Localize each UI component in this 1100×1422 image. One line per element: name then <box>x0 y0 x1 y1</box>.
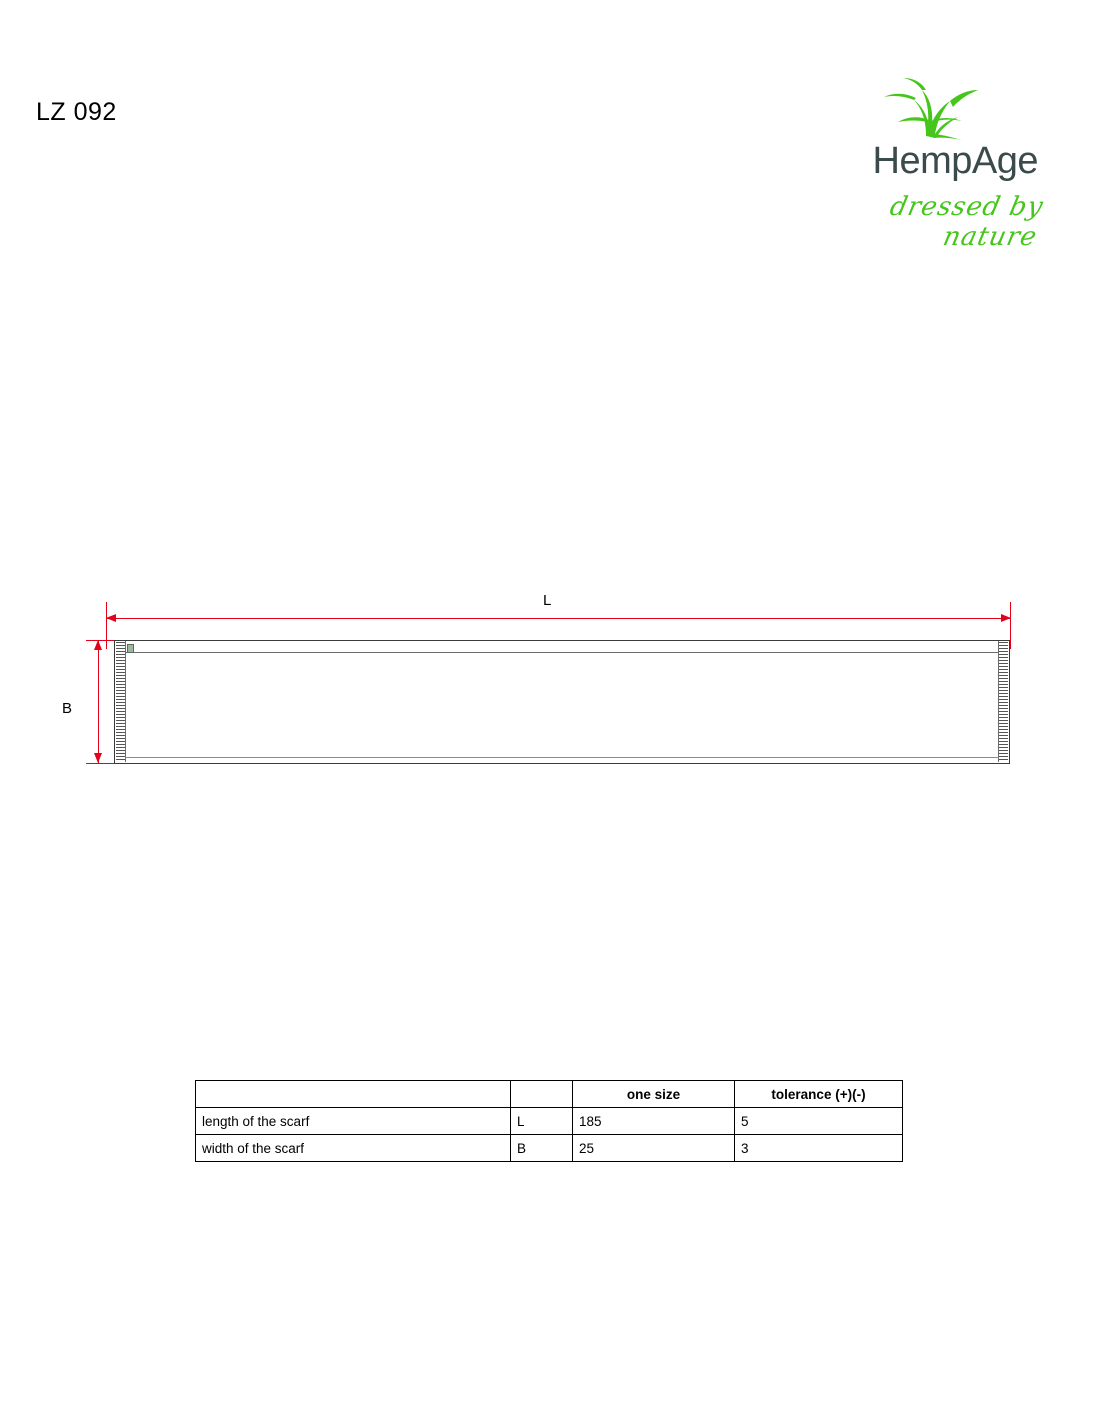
row-description: length of the scarf <box>196 1108 511 1135</box>
scarf-illustration <box>114 640 1010 764</box>
row-size: 25 <box>573 1135 735 1162</box>
table-header-row <box>196 1081 903 1108</box>
header-description <box>196 1081 511 1108</box>
row-tolerance: 3 <box>735 1135 903 1162</box>
row-tolerance: 5 <box>735 1108 903 1135</box>
length-extension-line-right <box>1010 602 1011 649</box>
scarf-top-seam <box>125 652 999 653</box>
row-symbol: B <box>511 1135 573 1162</box>
technical-drawing <box>60 580 1040 800</box>
measurement-table <box>195 1080 903 1162</box>
scarf-bottom-seam <box>125 757 999 758</box>
brand-label-tag <box>127 644 134 653</box>
length-dimension-label: L <box>543 592 552 609</box>
row-symbol: L <box>511 1108 573 1135</box>
style-code: LZ 092 <box>36 98 117 126</box>
width-dimension-arrow <box>98 640 99 763</box>
brand-tagline: dressed by nature <box>887 192 1047 252</box>
header-tolerance: tolerance (+)(-) <box>735 1081 903 1108</box>
width-dimension-label: B <box>62 700 73 717</box>
row-description: width of the scarf <box>196 1135 511 1162</box>
row-size: 185 <box>573 1108 735 1135</box>
table-row <box>196 1108 903 1135</box>
length-dimension-arrow <box>106 618 1011 619</box>
scarf-fringe-left <box>116 642 125 762</box>
scarf-fringe-right <box>999 642 1008 762</box>
brand-name: HempAge <box>872 140 1038 182</box>
brand-logo <box>812 78 1047 252</box>
hemp-leaf-icon <box>812 78 1042 138</box>
length-extension-line-left <box>106 602 107 649</box>
header-symbol <box>511 1081 573 1108</box>
header-size: one size <box>573 1081 735 1108</box>
table-row <box>196 1135 903 1162</box>
scarf-body <box>125 641 999 762</box>
